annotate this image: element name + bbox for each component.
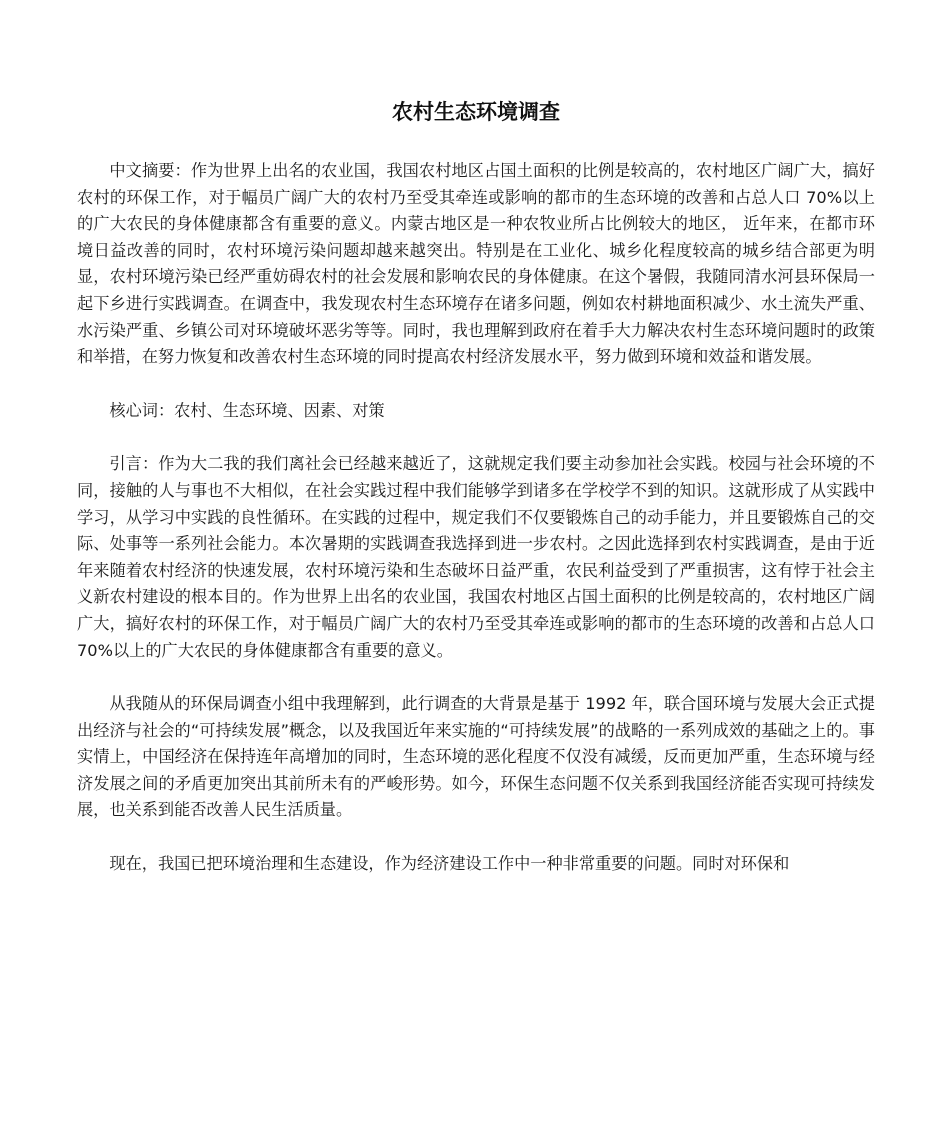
keywords-paragraph: 核心词：农村、生态环境、因素、对策 — [109, 400, 385, 420]
body-paragraph: 现在，我国已把环境治理和生态建设，作为经济建设工作中一种非常重要的问题。同时对环保和 — [109, 854, 790, 874]
introduction-paragraph: 引言：作为大二我的我们离社会已经越来越近了，这就规定我们要主动参加社会实践。校园与社会环境的不同，接触的人与事也不大相似，在社会实践过程中我们能够学到诸多在学校学不到的知识。这就形成了从实践中学习，从学习中实践的良性循环。在实践的过程中，规定我们不仅要锻炼自己的动手能力，并且要锻炼自己的交际、处事等一系列社会能力。本次暑期的实践调查我选择到进一步农村。之因此选择到农村实践调查，是由于近年来随着农村经济的快速发展，农村环境污染和生态破坏日益严重，农民利益受到了严重损害，这有悖于社会主义新农村建设的根本目的。作为世界上出名的农业国，我国农村地区占国土面积的比例是较高的，农村地区广阔广大，搞好农村的环保工作，对于幅员广阔广大的农村乃至受其牵连或影响的都市的生态环境的改善和占总人口 70%以上的广大农民的身体健康都含有重要的意义。 — [77, 454, 875, 660]
abstract-paragraph: 中文摘要：作为世界上出名的农业国，我国农村地区占国土面积的比例是较高的，农村地区广阔广大，搞好农村的环保工作，对于幅员广阔广大的农村乃至受其牵连或影响的都市的生态环境的改善和占总人口 70%以上的广大农民的身体健康都含有重要的意义。内蒙古地区是一种农牧业所占比例较大的地区， 近年来，在都市环境日益改善的同时，农村环境污染问题却越来越突出。特别是在工业化、城乡化程度较高的城乡结合部更为明显，农村环境污染已经严重妨碍农村的社会发展和影响农民的身体健康。在这个暑假，我随同清水河县环保局一起下乡进行实践调查。在调查中，我发现农村生态环境存在诸多问题，例如农村耕地面积减少、水土流失严重、水污染严重、乡镇公司对环境破坏恶劣等等。同时，我也理解到政府在着手大力解决农村生态环境问题时的政策和举措，在努力恢复和改善农村生态环境的同时提高农村经济发展水平，努力做到环境和效益和谐发展。 — [77, 161, 875, 367]
background-paragraph: 从我随从的环保局调查小组中我理解到，此行调查的大背景是基于 1992 年，联合国环境与发展大会正式提出经济与社会的“可持续发展”概念，以及我国近年来实施的“可持续发展”的战略的一系列成效的基础之上的。事实情上，中国经济在保持连年高增加的同时，生态环境的恶化程度不仅没有减缓，反而更加严重，生态环境与经济发展之间的矛盾更加突出其前所未有的严峻形势。如今，环保生态问题不仅关系到我国经济能否实现可持续发展，也关系到能否改善人民生活质量。 — [77, 694, 875, 820]
document-title: 农村生态环境调查 — [392, 100, 560, 124]
document-page — [77, 92, 875, 905]
